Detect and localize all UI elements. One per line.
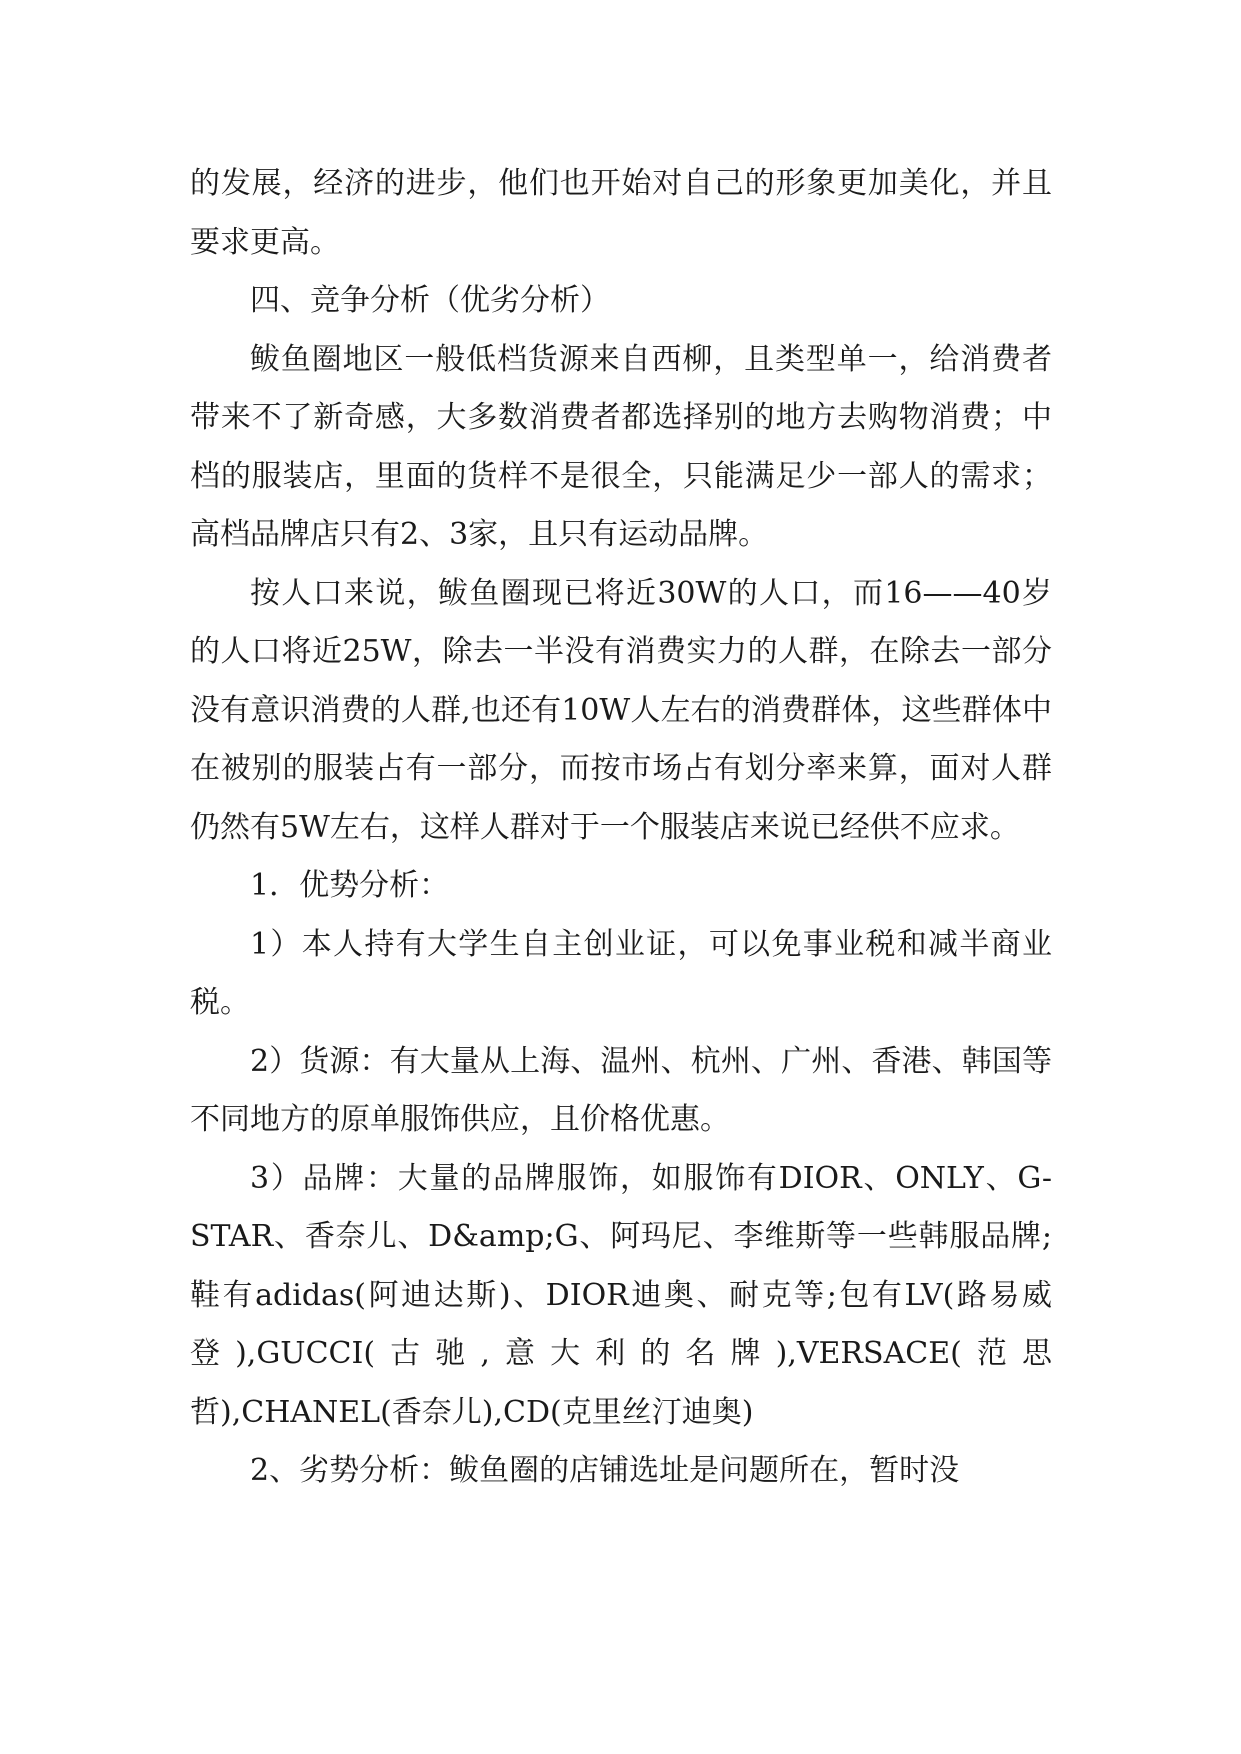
- paragraph-market-situation: 鲅鱼圈地区一般低档货源来自西柳，且类型单一，给消费者带来不了新奇感，大多数消费者都选择别的地方去购物消费；中档的服装店，里面的货样不是很全，只能满足少一部人的需求；高档品牌店只有2、3家，且只有运动品牌。: [190, 341, 1052, 552]
- document-body: [190, 155, 1052, 1501]
- paragraph-population-analysis: 按人口来说，鲅鱼圈现已将近30W的人口，而16——40岁的人口将近25W，除去一半没有消费实力的人群，在除去一部分没有意识消费的人群,也还有10W人左右的消费群体，这些群体中在被别的服装占有一部分，而按市场占有划分率来算，面对人群仍然有5W左右，这样人群对于一个服装店来说已经供不应求。: [190, 575, 1052, 845]
- paragraph-disadvantage-analysis: 2、劣势分析：鲅鱼圈的店铺选址是问题所在，暂时没: [250, 1453, 960, 1488]
- paragraph-advantage-supply: 2）货源：有大量从上海、温州、杭州、广州、香港、韩国等不同地方的原单服饰供应，且价格优惠。: [190, 1043, 1052, 1137]
- section-heading-competition-analysis: 四、竞争分析（优劣分析）: [250, 283, 610, 318]
- subheading-advantage-analysis: 1．优势分析：: [250, 868, 450, 903]
- paragraph-advantage-brands: 3）品牌：大量的品牌服饰，如服饰有DIOR、ONLY、G-STAR、香奈儿、D&amp;G、阿玛尼、李维斯等一些韩服品牌;鞋有adidas(阿迪达斯)、DIOR迪奥、耐克等;包有LV(路易威登),GUCCI(古驰,意大利的名牌),VERSACE(范思哲),CHANEL(香奈儿),CD(克里丝汀迪奥): [190, 1160, 1052, 1430]
- paragraph-advantage-tax: 1）本人持有大学生自主创业证，可以免事业税和减半商业税。: [190, 926, 1052, 1020]
- paragraph-intro-continuation: 的发展，经济的进步，他们也开始对自己的形象更加美化，并且要求更高。: [190, 166, 1052, 260]
